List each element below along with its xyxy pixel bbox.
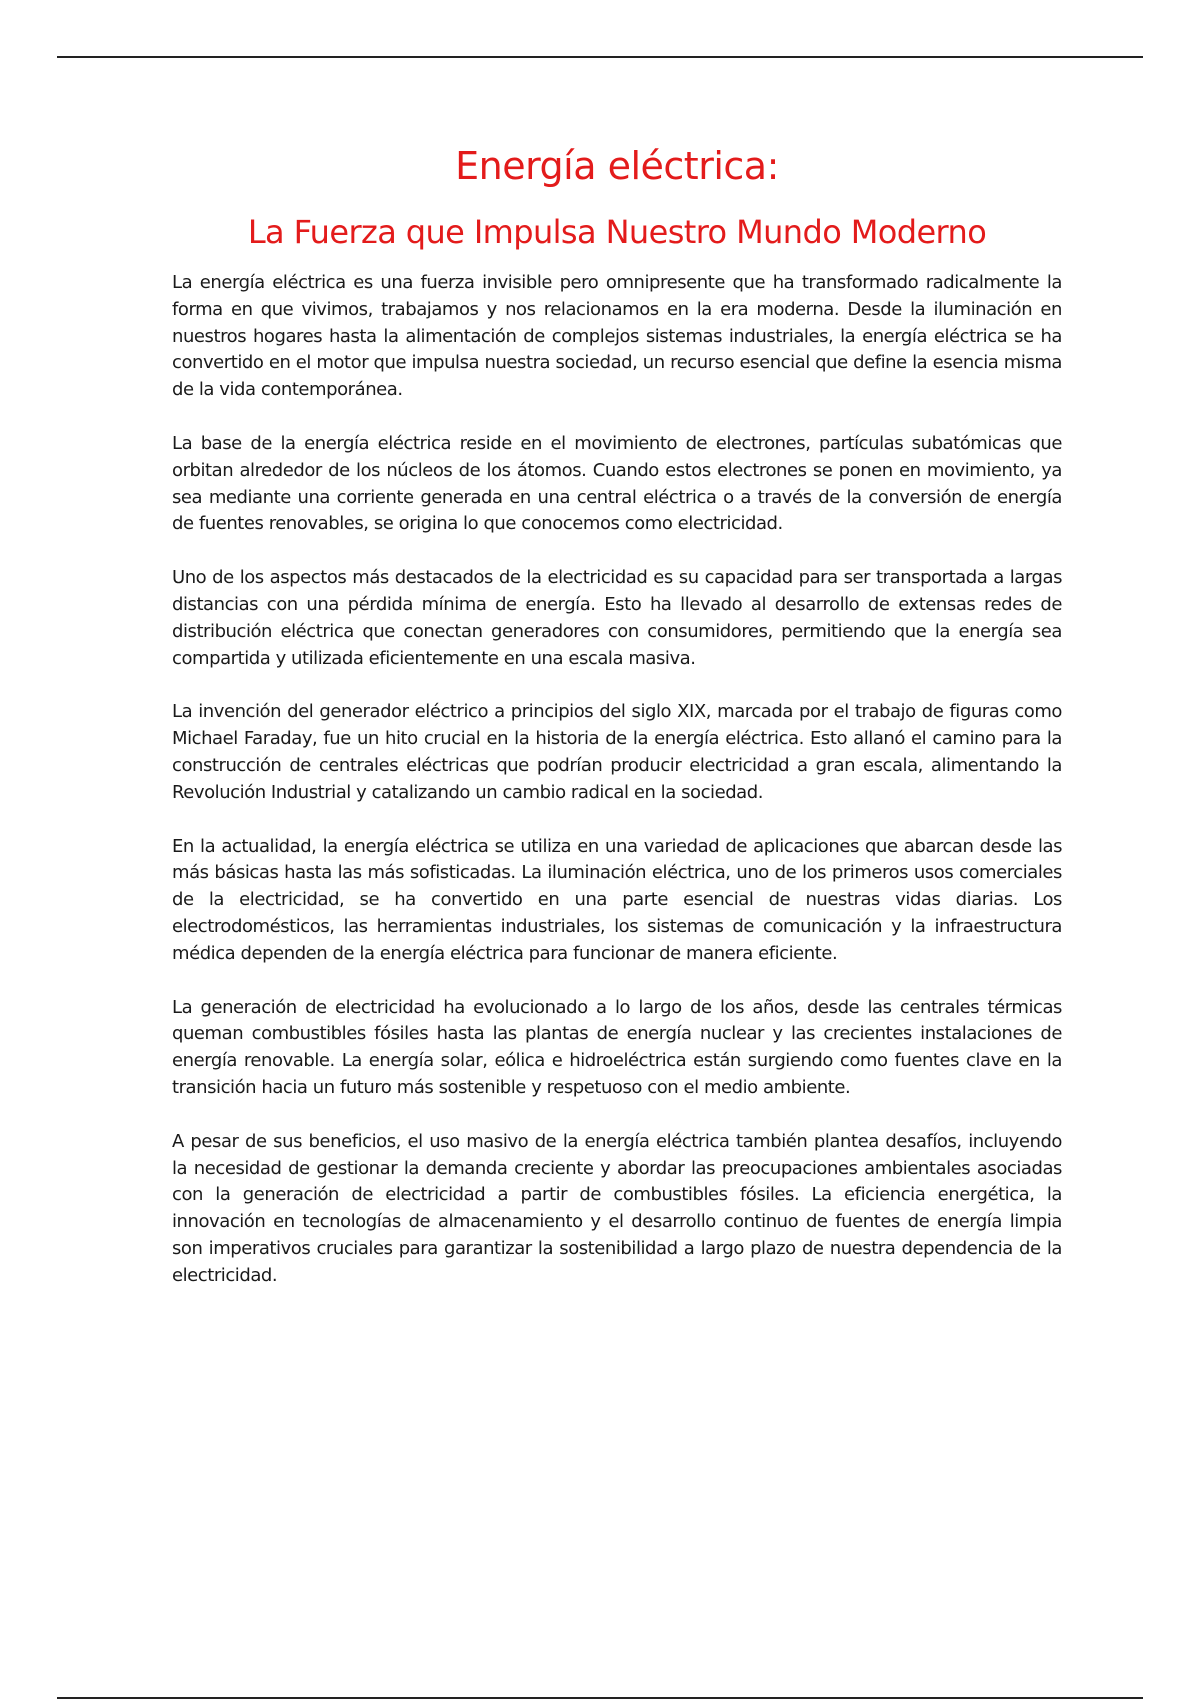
document-subtitle: La Fuerza que Impulsa Nuestro Mundo Moderno [247,213,987,251]
paragraph: La generación de electricidad ha evolucionado a lo largo de los años, desde las centrales térmicas queman combustibles fósiles hasta las plantas de energía nuclear y las crecientes instalaciones de energía renovable. La energía solar, eólica e hidroeléctrica están surgiendo como fuentes clave en la transición hacia un futuro más sostenible y respetuoso con el medio ambiente. [172,996,1062,1098]
paragraph: En la actualidad, la energía eléctrica se utiliza en una variedad de aplicaciones que abarcan desde las más básicas hasta las más sofisticadas. La iluminación eléctrica, uno de los primeros usos comerciales de la electricidad, se ha convertido en una parte esencial de nuestras vidas diarias. Los electrodomésticos, las herramientas industriales, los sistemas de comunicación y la infraestructura médica dependen de la energía eléctrica para funcionar de manera eficiente. [172,835,1062,964]
document-title: Energía eléctrica: [455,144,779,188]
paragraph: Uno de los aspectos más destacados de la electricidad es su capacidad para ser transportada a largas distancias con una pérdida mínima de energía. Esto ha llevado al desarrollo de extensas redes de distribución eléctrica que conectan generadores con consumidores, permitiendo que la energía sea compartida y utilizada eficientemente en una escala masiva. [172,567,1062,669]
top-divider [57,56,1143,58]
paragraph: La invención del generador eléctrico a principios del siglo XIX, marcada por el trabajo de figuras como Michael Faraday, fue un hito crucial en la historia de la energía eléctrica. Esto allanó el camino para la construcción de centrales eléctricas que podrían producir electricidad a gran escala, alimentando la Revolución Industrial y catalizando un cambio radical en la sociedad. [172,701,1062,803]
paragraph: A pesar de sus beneficios, el uso masivo de la energía eléctrica también plantea desafíos, incluyendo la necesidad de gestionar la demanda creciente y abordar las preocupaciones ambientales asociadas con la generación de electricidad a partir de combustibles fósiles. La eficiencia energética, la innovación en tecnologías de almacenamiento y el desarrollo continuo de fuentes de energía limpia son imperativos cruciales para garantizar la sostenibilidad a largo plazo de nuestra dependencia de la electricidad. [172,1130,1062,1286]
document-body [172,140,1062,1317]
paragraph-list [172,270,1062,1290]
bottom-divider [57,1697,1143,1699]
paragraph: La energía eléctrica es una fuerza invisible pero omnipresente que ha transformado radicalmente la forma en que vivimos, trabajamos y nos relacionamos en la era moderna. Desde la iluminación en nuestros hogares hasta la alimentación de complejos sistemas industriales, la energía eléctrica se ha convertido en el motor que impulsa nuestra sociedad, un recurso esencial que define la esencia misma de la vida contemporánea. [172,272,1062,401]
paragraph: La base de la energía eléctrica reside en el movimiento de electrones, partículas subatómicas que orbitan alrededor de los núcleos de los átomos. Cuando estos electrones se ponen en movimiento, ya sea mediante una corriente generada en una central eléctrica o a través de la conversión de energía de fuentes renovables, se origina lo que conocemos como electricidad. [172,432,1062,535]
